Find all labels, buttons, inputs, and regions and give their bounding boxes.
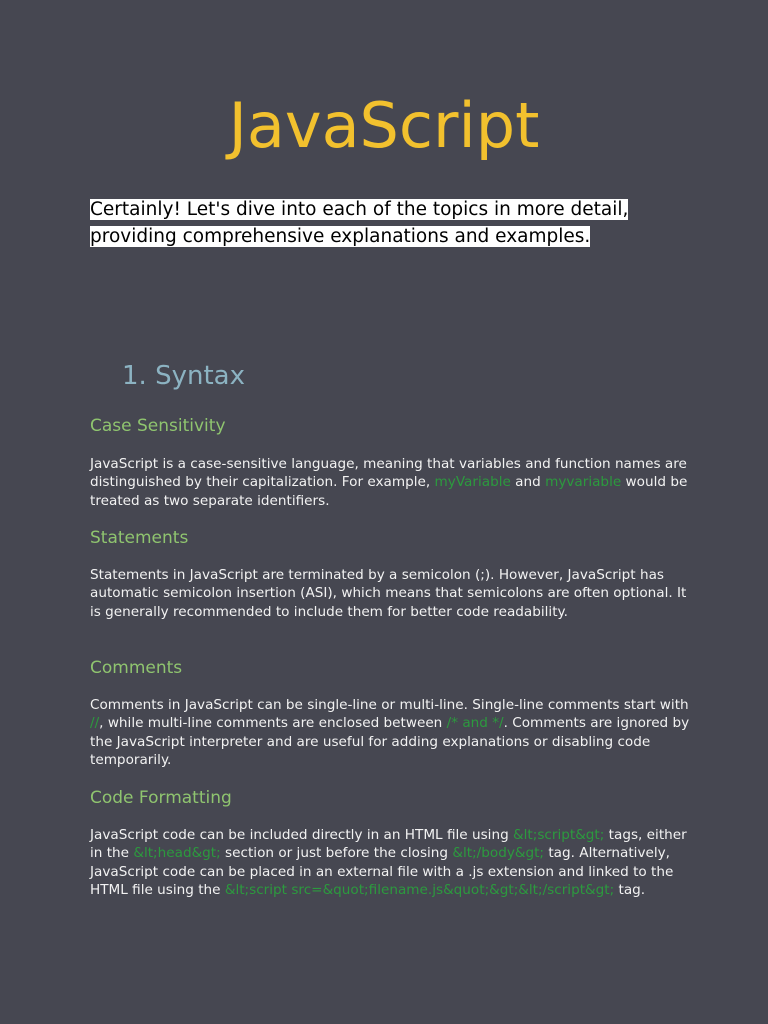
inline-code: &lt;script src=&quot;filename.js&quot;&gt;&lt;/script&gt; — [224, 881, 615, 898]
text-run: JavaScript code can be included directly in an HTML file using — [90, 827, 514, 843]
inline-code: myVariable — [434, 474, 511, 491]
inline-code: // — [90, 715, 100, 732]
text-run: tags, either in the — [90, 827, 687, 862]
subheading-comments: Comments — [90, 658, 183, 678]
subheading-code-formatting: Code Formatting — [90, 788, 232, 808]
section-heading-syntax: 1. Syntax — [122, 361, 245, 391]
text-run: JavaScript is a case-sensitive language, meaning that variables and function names are distinguished by their capitalization. For example, — [90, 456, 687, 491]
page-title: JavaScript — [228, 89, 540, 162]
paragraph-statements: Statements in JavaScript are terminated by a semicolon (;). However, JavaScript has automatic semicolon insertion (ASI), which means that semicolons are often optional. It is generally recommended to include them for better code readability. — [90, 567, 687, 620]
paragraph-comments — [90, 696, 690, 769]
text-run: tag. — [614, 881, 646, 898]
inline-code: /* and */ — [446, 715, 504, 732]
intro-paragraph — [90, 197, 650, 250]
text-run: . Comments are ignored by the JavaScript interpreter and are useful for adding explanations or disabling code temporarily. — [90, 715, 690, 768]
subheading-case-sensitivity: Case Sensitivity — [90, 416, 226, 436]
text-run: tag. Alternatively, JavaScript code can be placed in an external file with a .js extension and linked to the HTML file using the — [90, 845, 674, 898]
inline-code: &lt;head&gt; — [133, 845, 221, 862]
text-run: Comments in JavaScript can be single-line or multi-line. Single-line comments start with — [90, 697, 689, 713]
text-run: would be treated as two separate identifiers. — [90, 474, 688, 509]
text-run: , while multi-line comments are enclosed between — [99, 715, 447, 732]
paragraph-case-sensitivity — [90, 455, 690, 510]
inline-code: &lt;script&gt; — [513, 827, 605, 843]
paragraph-code-formatting — [90, 826, 690, 899]
inline-code: myvariable — [545, 474, 622, 491]
text-run: section or just before the closing — [220, 845, 453, 862]
intro-highlight: Certainly! Let's dive into each of the topics in more detail, providing comprehensive explanations and examples. — [90, 199, 629, 247]
text-run: and — [510, 474, 546, 491]
inline-code: &lt;/body&gt; — [452, 845, 545, 862]
subheading-statements: Statements — [90, 528, 189, 548]
